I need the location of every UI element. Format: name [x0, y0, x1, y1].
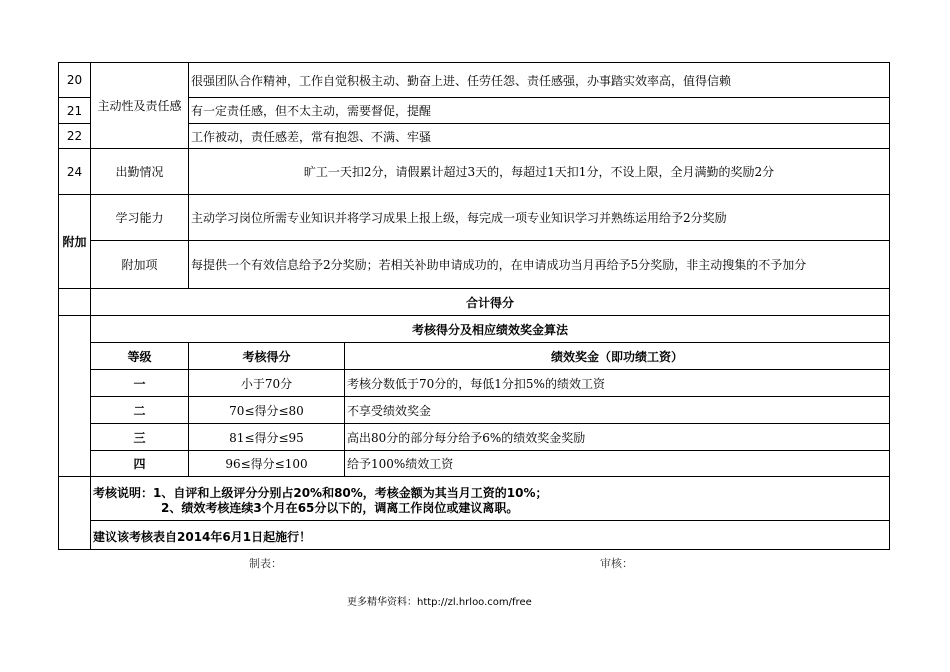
score-cell: 96≤得分≤100 — [225, 457, 308, 471]
bonus-cell: 高出80分的部分每分给予6%的绩效奖金奖励 — [347, 430, 586, 445]
row-number: 21 — [66, 103, 83, 118]
extra-label: 附加 — [62, 235, 87, 249]
made-by-label: 制表： — [249, 557, 282, 570]
grade-cell: 四 — [133, 457, 146, 471]
grade-cell: 三 — [133, 430, 146, 445]
score-cell: 小于70分 — [240, 376, 293, 391]
row-number: 24 — [66, 164, 83, 179]
row-number: 22 — [66, 129, 83, 143]
header-score: 考核得分 — [242, 349, 291, 364]
header-bonus: 绩效奖金（即功绩工资） — [550, 349, 683, 364]
extra-item-label: 附加项 — [121, 258, 158, 272]
grade-cell: 一 — [133, 376, 146, 391]
review-label: 审核： — [600, 557, 633, 570]
criteria-text: 很强团队合作精神，工作自觉积极主动、勤奋上进、任劳任怨、责任感强，办事踏实效率高，值得信赖 — [191, 73, 732, 88]
grade-cell: 二 — [133, 403, 146, 418]
bonus-cell: 给予100%绩效工资 — [347, 457, 454, 471]
row-number: 20 — [66, 73, 83, 87]
score-cell: 81≤得分≤95 — [229, 430, 304, 445]
header-grade: 等级 — [127, 349, 152, 364]
extra-item-label: 学习能力 — [115, 211, 164, 225]
assessment-note-line-2: 2、绩效考核连续3个月在65分以下的，调离工作岗位或建议离职。 — [161, 501, 519, 515]
criteria-text: 有一定责任感，但不太主动，需要督促，提醒 — [191, 104, 432, 118]
attendance-label: 出勤情况 — [115, 165, 164, 179]
extra-item-text: 每提供一个有效信息给予2分奖励；若相关补助申请成功的，在申请成功当月再给予5分奖励，非主动搜集的不予加分 — [191, 258, 807, 272]
bonus-cell: 考核分数低于70分的，每低1分扣5%的绩效工资 — [347, 376, 605, 391]
bonus-cell: 不享受绩效奖金 — [347, 403, 432, 418]
group-label: 主动性及责任感 — [97, 99, 182, 113]
criteria-text: 工作被动，责任感差，常有抱怨、不满、牢骚 — [191, 129, 432, 144]
assessment-note-line-1: 考核说明：1、自评和上级评分分别占20%和80%，考核金额为其当月工资的10%； — [93, 486, 548, 500]
attendance-text: 旷工一天扣2分，请假累计超过3天的，每超过1天扣1分，不设上限，全月满勤的奖励2分 — [303, 165, 775, 179]
extra-item-text: 主动学习岗位所需专业知识并将学习成果上报上级，每完成一项专业知识学习并熟练运用给予2分奖励 — [191, 211, 727, 225]
footer-link-text: 更多精华资料：http://zl.hrloo.com/free — [347, 597, 532, 608]
effective-date-note: 建议该考核表自2014年6月1日起施行！ — [93, 530, 312, 544]
grade-table-title: 考核得分及相应绩效奖金算法 — [411, 322, 568, 337]
score-cell: 70≤得分≤80 — [229, 403, 304, 418]
total-score-label: 合计得分 — [465, 295, 514, 310]
